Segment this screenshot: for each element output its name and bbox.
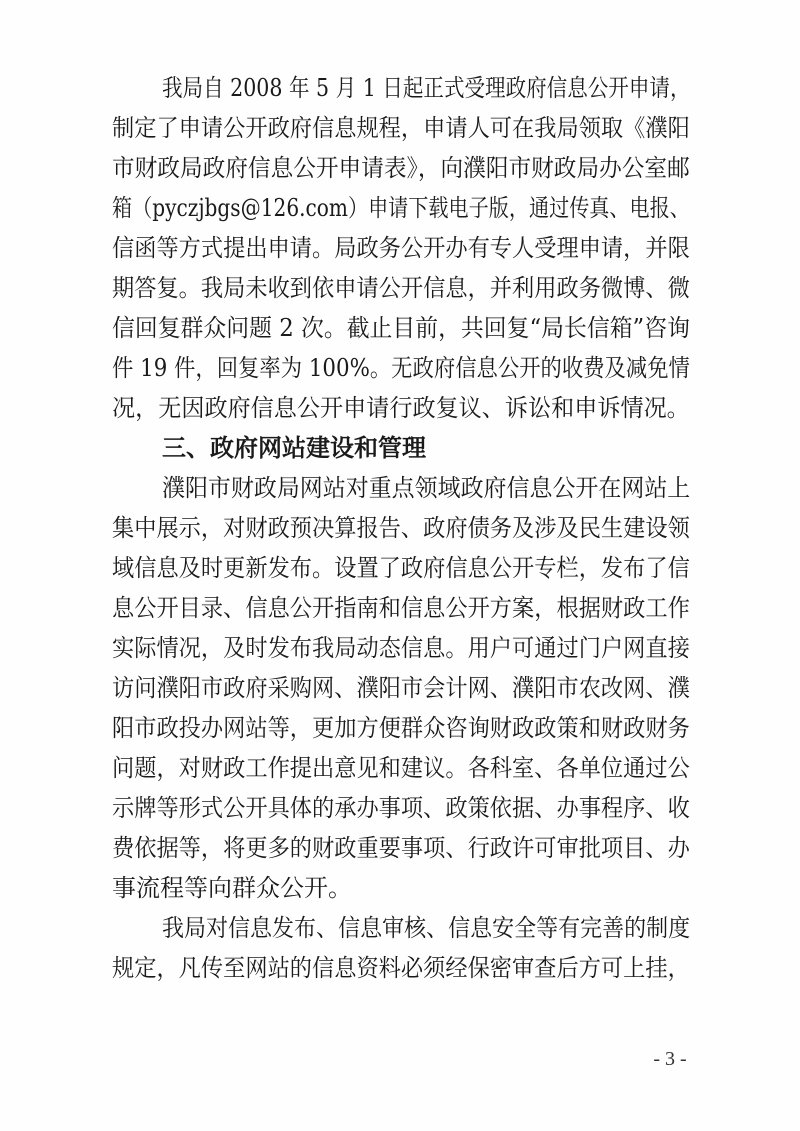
- text-line: 事流程等向群众公开。: [112, 874, 352, 902]
- text-line: 实际情况，及时发布我局动态信息。用户可通过门户网直接: [112, 634, 690, 662]
- text-line: 我局对信息发布、信息审核、信息安全等有完善的制度: [162, 914, 691, 942]
- text-line: 制定了申请公开政府信息规程，申请人可在我局领取《濮阳: [112, 114, 690, 142]
- text-line: 期答复。我局未收到依申请公开信息，并利用政务微博、微: [112, 274, 690, 302]
- text-line: 我局自 2008 年 5 月 1 日起正式受理政府信息公开申请，: [162, 74, 691, 102]
- text-line: 访问濮阳市政府采购网、濮阳市会计网、濮阳市农改网、濮: [112, 674, 690, 702]
- section-heading-text: 三、政府网站建设和管理: [162, 434, 426, 462]
- text-line: 濮阳市财政局网站对重点领域政府信息公开在网站上: [162, 474, 691, 502]
- text-line: 问题，对财政工作提出意见和建议。各科室、各单位通过公: [112, 754, 690, 782]
- text-line: 费依据等，将更多的财政重要事项、行政许可审批项目、办: [112, 834, 690, 862]
- text-line: 息公开目录、信息公开指南和信息公开方案，根据财政工作: [112, 594, 690, 622]
- text-line: 信回复群众问题 2 次。截止目前，共回复“局长信箱”咨询: [112, 314, 690, 342]
- paragraph-3-line-2: [0, 945, 800, 991]
- page-number: - 3 -: [653, 1048, 687, 1070]
- text-line: 示牌等形式公开具体的承办事项、政策依据、办事程序、收: [112, 794, 690, 822]
- text-line: 规定，凡传至网站的信息资料必须经保密审查后方可上挂，: [112, 954, 690, 982]
- text-line: 信函等方式提出申请。局政务公开办有专人受理申请，并限: [112, 234, 690, 262]
- text-line: 件 19 件，回复率为 100%。无政府信息公开的收费及减免情: [112, 354, 690, 382]
- text-line: 域信息及时更新发布。设置了政府信息公开专栏，发布了信: [112, 554, 690, 582]
- text-line: 市财政局政府信息公开申请表》，向濮阳市财政局办公室邮: [112, 154, 690, 182]
- text-line: 集中展示，对财政预决算报告、政府债务及涉及民生建设领: [112, 514, 690, 542]
- text-line: 阳市政投办网站等，更加方便群众咨询财政政策和财政财务: [112, 714, 690, 742]
- text-line: 况，无因政府信息公开申请行政复议、诉讼和申诉情况。: [112, 394, 690, 422]
- text-line: 箱（pyczjbgs@126.com）申请下载电子版，通过传真、电报、: [112, 194, 690, 222]
